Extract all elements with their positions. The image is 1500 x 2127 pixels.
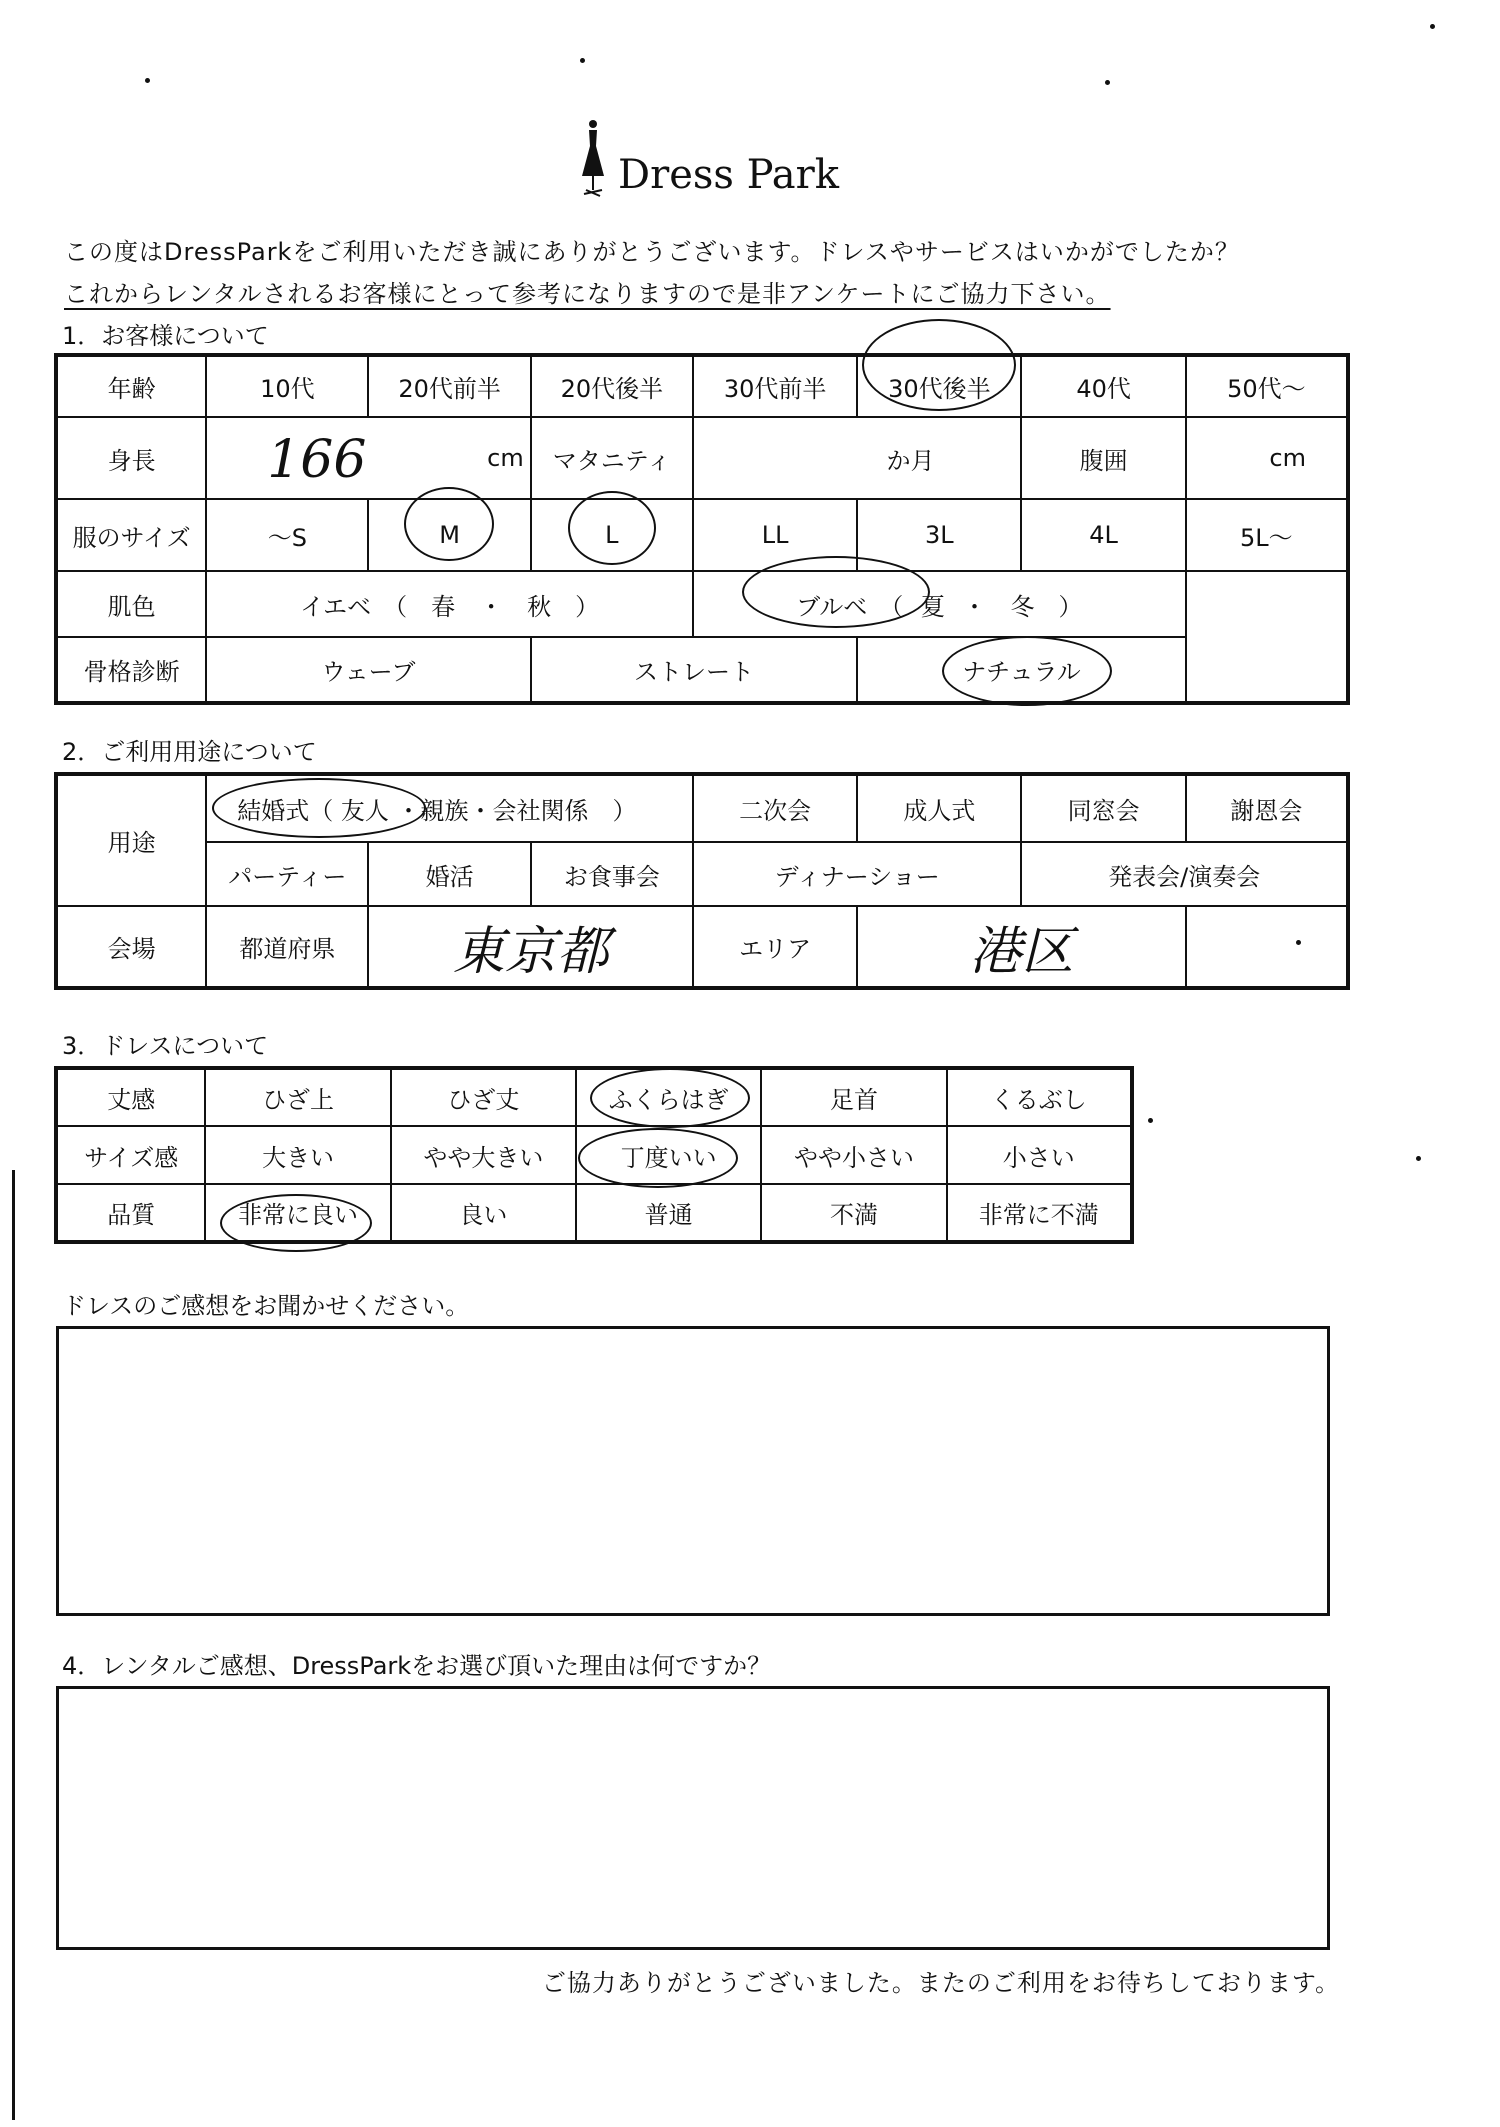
wedding-friend: 友人 [340,797,389,825]
customer-table [54,353,1350,705]
usage-option[interactable]: お食事会 [531,842,693,906]
intro-line-2: これからレンタルされるお客様にとって参考になりますので是非アンケートにご協力下さい。 [64,280,1111,308]
fit-option-selected[interactable]: 丁度いい [576,1126,761,1184]
quality-row [56,1184,1132,1242]
section4-title: 4．レンタルご感想、DressParkをお選び頂いた理由は何ですか？ [62,1652,772,1680]
age-option[interactable]: 10代 [206,355,368,417]
skin-yellow-option[interactable]: イエベ （ 春 ・ 秋 ） [206,571,693,637]
scan-edge-line [12,1170,15,2120]
size-row [56,499,1348,571]
fit-label: サイズ感 [56,1126,205,1184]
fit-option[interactable]: やや大きい [391,1126,576,1184]
age-option[interactable]: 20代前半 [368,355,530,417]
quality-option[interactable]: 不満 [761,1184,946,1242]
age-option[interactable]: 30代前半 [693,355,857,417]
section1-title: 1．お客様について [62,322,269,350]
dresspark-logo [578,118,839,198]
dress-table [54,1066,1134,1244]
quality-option[interactable]: 普通 [576,1184,761,1242]
skin-blue-option[interactable] [693,571,1186,637]
age-label: 年齢 [56,355,206,417]
age-option[interactable]: 40代 [1021,355,1185,417]
section2-title: 2．ご利用用途について [62,738,317,766]
height-unit: cm [487,444,524,472]
skin-blue-suffix: ・ 冬 ） [962,592,1083,621]
age-row [56,355,1348,417]
fit-option[interactable]: 大きい [205,1126,390,1184]
venue-label: 会場 [56,906,206,988]
usage-option[interactable]: 謝恩会 [1186,774,1348,842]
size-option-selected[interactable]: M [368,499,530,571]
empty-cell [1186,906,1348,988]
usage-label: 用途 [56,774,206,906]
area-label: エリア [693,906,857,988]
skin-row [56,571,1348,637]
size-option[interactable]: 3L [857,499,1021,571]
venue-row [56,906,1348,988]
size-option[interactable]: 4L [1021,499,1185,571]
frame-row [56,637,1348,703]
frame-label: 骨格診断 [56,637,206,703]
length-label: 丈感 [56,1068,205,1126]
usage-row-1 [56,774,1348,842]
size-option-selected[interactable]: L [531,499,693,571]
length-option[interactable]: 足首 [761,1068,946,1126]
impression-textarea[interactable] [56,1326,1330,1616]
empty-cell [1186,571,1348,637]
skin-label: 肌色 [56,571,206,637]
length-option[interactable]: ひざ上 [205,1068,390,1126]
quality-label: 品質 [56,1184,205,1242]
frame-option[interactable]: ストレート [531,637,858,703]
reason-textarea[interactable] [56,1686,1330,1950]
usage-table [54,772,1350,990]
waist-label: 腹囲 [1021,417,1185,499]
intro-line-1: この度はDressParkをご利用いただき誠にありがとうございます。ドレスやサービスはいかがでしたか？ [64,238,1240,266]
height-label: 身長 [56,417,206,499]
fit-row [56,1126,1132,1184]
impression-prompt: ドレスのご感想をお聞かせください。 [62,1292,470,1320]
usage-row-2 [56,842,1348,906]
logo-text: Dress Park [618,152,839,198]
maternity-label: マタニティ [531,417,693,499]
usage-option[interactable]: 婚活 [368,842,530,906]
size-option[interactable]: ～S [206,499,368,571]
age-option[interactable]: 50代～ [1186,355,1348,417]
length-option[interactable]: ひざ丈 [391,1068,576,1126]
frame-option[interactable]: ウェーブ [206,637,531,703]
area-value: 港区 [969,922,1074,982]
usage-option[interactable]: 二次会 [693,774,857,842]
usage-option[interactable]: パーティー [206,842,368,906]
skin-blue-summer: 夏 [920,592,945,621]
prefecture-label: 都道府県 [206,906,368,988]
usage-option[interactable]: ディナーショー [693,842,1022,906]
length-option[interactable]: くるぶし [947,1068,1132,1126]
height-value: 166 [267,430,367,490]
wedding-prefix: 結婚式（ [237,797,334,825]
scan-speck [580,58,585,63]
quality-option[interactable]: 良い [391,1184,576,1242]
fit-option[interactable]: やや小さい [761,1126,946,1184]
wedding-option[interactable] [206,774,693,842]
prefecture-field[interactable] [368,906,693,988]
height-row [56,417,1348,499]
usage-option[interactable]: 発表会/演奏会 [1021,842,1348,906]
usage-option[interactable]: 同窓会 [1021,774,1185,842]
age-option[interactable]: 20代後半 [531,355,693,417]
size-option[interactable]: LL [693,499,857,571]
scan-speck [1430,24,1435,29]
section3-title: 3．ドレスについて [62,1032,269,1060]
length-option-selected[interactable]: ふくらはぎ [576,1068,761,1126]
length-row [56,1068,1132,1126]
scan-speck [1416,1156,1421,1161]
age-option-selected[interactable]: 30代後半 [857,355,1021,417]
waist-field[interactable]: cm [1186,417,1348,499]
scan-speck [1105,80,1110,85]
size-option[interactable]: 5L～ [1186,499,1348,571]
usage-option[interactable]: 成人式 [857,774,1021,842]
dress-mannequin-icon [578,118,608,198]
quality-option-selected[interactable]: 非常に良い [205,1184,390,1242]
height-field[interactable] [206,417,531,499]
empty-cell [1186,637,1348,703]
scan-speck [145,78,150,83]
wedding-suffix: ・親族・会社関係 ） [396,797,637,825]
scan-speck [1296,940,1301,945]
size-label: 服のサイズ [56,499,206,571]
fit-option[interactable]: 小さい [947,1126,1132,1184]
closing-message: ご協力ありがとうございました。またのご利用をお待ちしております。 [541,1969,1340,1997]
scan-speck [1148,1118,1153,1123]
quality-option[interactable]: 非常に不満 [947,1184,1132,1242]
area-field[interactable] [857,906,1186,988]
frame-option-selected[interactable]: ナチュラル [857,637,1186,703]
maternity-months-field[interactable]: か月 [693,417,1022,499]
skin-blue-prefix: ブルベ （ [796,592,904,621]
prefecture-value: 東京都 [452,922,609,982]
